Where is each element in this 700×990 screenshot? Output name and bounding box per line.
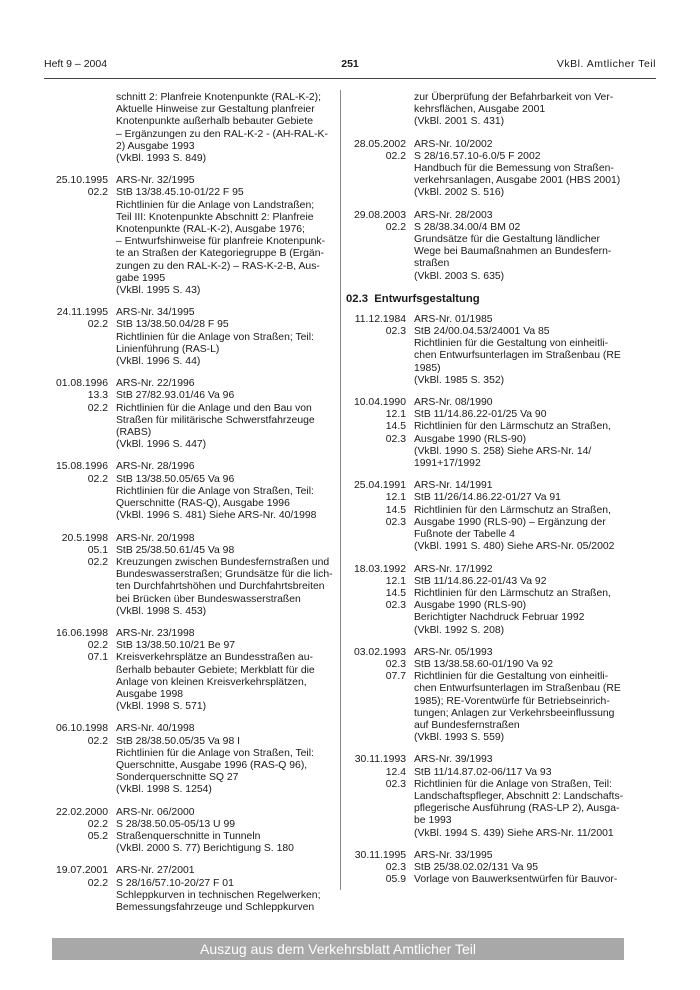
list-item <box>48 461 338 522</box>
list-item <box>48 175 338 297</box>
list-item <box>48 378 338 451</box>
list-item <box>346 564 630 637</box>
entry-text: ARS-Nr. 28/2003 S 28/38.34.00/4 BM 02 Grundsätze für die Gestaltung ländlicher Wege bei Baumaßnahmen an Bundesfern- straßen (VkBl. 2003 S. 635) <box>414 209 612 282</box>
entry-date-codes: 22.02.2000 02.2 05.2 <box>55 806 108 842</box>
section-title: 02.3 Entwurfsgestaltung <box>346 292 480 305</box>
entry-text: ARS-Nr. 01/1985 StB 24/00.04.53/24001 Va 85 Richtlinien für die Gestaltung von einheitli- chen Entwurfsunterlagen im Straßenbau (RE 1985) (VkBl. 1985 S. 352) <box>414 313 621 386</box>
entry-date-codes: 24.11.1995 02.2 <box>56 307 108 331</box>
list-item <box>48 807 338 856</box>
list-item <box>48 92 338 165</box>
issue-label: Heft 9 – 2004 <box>44 58 108 70</box>
list-item <box>346 139 630 200</box>
entry-date-codes: 16.06.1998 02.2 07.1 <box>55 627 108 664</box>
entry-text: ARS-Nr. 23/1998 StB 13/38.50.10/21 Be 97 Kreisverkehrsplätze an Bundesstraßen au- ßerhalb bebauter Gebiete; Merkblatt für die Anlage von kleinen Kreisverkehrsplätzen, Ausgabe 1998 (VkBl. 1998 S. 571) <box>116 627 315 713</box>
entry-date-codes: 20.5.1998 05.1 02.2 <box>61 532 108 568</box>
entry-date-codes: 25.10.1995 02.2 <box>55 175 108 199</box>
entry-date-codes: 11.12.1984 02.3 <box>354 313 406 338</box>
entry-date-codes: 30.11.1995 02.3 05.9 <box>354 849 406 886</box>
entry-text: schnitt 2: Planfreie Knotenpunkte (RAL-K-2); Aktuelle Hinweise zur Gestaltung planfreier Knotenpunkte außerhalb bebauter Gebiete – Ergänzungen zu den RAL-K-2 - (AH-RAL-K- 2) Ausgabe 1993 (VkBl. 1993 S. 849) <box>116 92 328 165</box>
entry-text: ARS-Nr. 17/1992 StB 11/14.86.22-01/43 Va 92 Richtlinien für den Lärmschutz an Straßen, Ausgabe 1990 (RLS-90) Berichtigter Nachdruck Februar 1992 (VkBl. 1992 S. 208) <box>414 563 611 636</box>
entry-text: ARS-Nr. 14/1991 StB 11/26/14.86.22-01/27 Va 91 Richtlinien für den Lärmschutz an Straßen, Ausgabe 1990 (RLS-90) – Ergänzung der Fußnote der Tabelle 4 (VkBl. 1991 S. 480) Siehe ARS-Nr. 05/2002 <box>414 480 615 553</box>
entry-date-codes: 18.03.1992 12.1 14.5 02.3 <box>353 563 406 612</box>
entry-date-codes: 15.08.1996 02.2 <box>55 461 108 485</box>
list-item <box>346 480 630 553</box>
entry-text: ARS-Nr. 05/1993 StB 13/38.58.60-01/190 Va 92 Richtlinien für die Gestaltung von einheitli- chen Entwurfsunterlagen im Straßenbau (RE 1985); RE-Vorentwürfe für Betriebseinrich- tungen; Anlagen zur Verkehrsbeeinflussung auf Bundesfernstraßen (VkBl. 1993 S. 559) <box>414 646 621 744</box>
entry-text: ARS-Nr. 06/2000 S 28/38.50.05-05/13 U 99 Straßenquerschnitte in Tunneln (VkBl. 2000 S. 77) Berichtigung S. 180 <box>116 806 294 855</box>
footer-text: Auszug aus dem Verkehrsblatt Amtlicher Teil <box>200 941 476 957</box>
column-divider <box>340 90 341 890</box>
list-item <box>346 754 630 839</box>
entry-text: ARS-Nr. 08/1990 StB 11/14.86.22-01/25 Va 90 Richtlinien für den Lärmschutz an Straßen, Ausgabe 1990 (RLS-90) (VkBl. 1990 S. 258) Siehe ARS-Nr. 14/ 1991+17/1992 <box>414 397 611 470</box>
entry-date-codes: 10.04.1990 12.1 14.5 02.3 <box>353 397 406 445</box>
list-item <box>346 210 630 283</box>
entry-text: ARS-Nr. 10/2002 S 28/16.57.10-6.0/5 F 2002 Handbuch für die Bemessung von Straßen- verkehrsanlagen, Ausgabe 2001 (HBS 2001) (VkBl. 2002 S. 516) <box>414 138 621 199</box>
entry-date-codes: 25.04.1991 12.1 14.5 02.3 <box>353 480 406 528</box>
header-rule <box>44 78 656 79</box>
entry-text: ARS-Nr. 27/2001 S 28/16/57.10-20/27 F 01 Schleppkurven in technischen Regelwerken; Bemessungsfahrzeuge und Schleppkurven <box>116 865 321 913</box>
list-item <box>48 533 338 618</box>
entry-date-codes: 28.05.2002 02.2 <box>353 138 406 162</box>
list-item <box>346 92 630 129</box>
entry-text: ARS-Nr. 33/1995 StB 25/38.02.02/131 Va 95 Vorlage von Bauwerksentwürfen für Bauvor- <box>414 849 618 886</box>
right-column-entries-bottom <box>346 314 630 887</box>
entry-date-codes: 29.08.2003 02.2 <box>353 209 406 233</box>
entry-text: ARS-Nr. 20/1998 StB 25/38.50.61/45 Va 98 Kreuzungen zwischen Bundesfernstraßen und Bundeswasserstraßen; Grundsätze für die lich- ten Durchfahrtshöhen und Durchfahrtsbreiten bei Brücken über Bundeswasserstraßen (VkBl. 1998 S. 453) <box>116 532 333 617</box>
list-item <box>48 628 338 713</box>
entry-date-codes: 03.02.1993 02.3 07.7 <box>353 646 406 683</box>
left-column <box>48 92 338 924</box>
entry-text: ARS-Nr. 28/1996 StB 13/38.50.05/65 Va 96 Richtlinien für die Anlage von Straßen, Teil: Querschnitte (RAS-Q), Ausgabe 1996 (VkBl. 1996 S. 481) Siehe ARS-Nr. 40/1998 <box>116 461 317 522</box>
entry-text: ARS-Nr. 32/1995 StB 13/38.45.10-01/22 F 95 Richtlinien für die Anlage von Landstraßen; Teil III: Knotenpunkte Abschnitt 2: Planfreie Knotenpunkte (RAL-K-2), Ausgabe 1976; – Entwurfshinweise für planfreie Knotenpunk- te an Straßen der Kategoriegruppe B (Ergän- zungen zu den RAL-K-2) – RAS-K-2-B, Aus- gabe 1995 (VkBl. 1995 S. 43) <box>116 175 326 297</box>
entry-date-codes: 01.08.1996 13.3 02.2 <box>55 378 108 414</box>
entry-text: ARS-Nr. 22/1996 StB 27/82.93.01/46 Va 96 Richtlinien für die Anlage und den Bau von Straßen für militärische Schwerstfahrzeuge (RABS) (VkBl. 1996 S. 447) <box>116 378 315 451</box>
entry-text: zur Überprüfung der Befahrbarkeit von Ver- kehrsflächen, Ausgabe 2001 (VkBl. 2001 S. 431) <box>414 92 614 128</box>
entry-date-codes <box>346 92 406 129</box>
list-item <box>346 850 630 887</box>
entry-text: ARS-Nr. 34/1995 StB 13/38.50.04/28 F 95 Richtlinien für die Anlage von Straßen; Teil: Linienführung (RAS-L) (VkBl. 1996 S. 44) <box>116 307 314 368</box>
entry-date-codes: 30.11.1993 12.4 02.3 <box>354 754 406 790</box>
list-item <box>346 647 630 745</box>
list-item <box>48 307 338 368</box>
page-number: 251 <box>341 58 359 70</box>
right-column <box>346 92 630 896</box>
footer-banner <box>52 938 624 960</box>
entry-date-codes: 06.10.1998 02.2 <box>55 723 108 747</box>
journal-label: VkBl. Amtlicher Teil <box>556 58 656 70</box>
page-header <box>44 58 656 74</box>
entry-text: ARS-Nr. 39/1993 StB 11/14.87.02-06/117 Va 93 Richtlinien für die Anlage von Straßen, Teil: Landschaftspfleger, Abschnitt 2: Landschafts- pflegerische Ausführung (RAS-LP 2), Ausga- be 1993 (VkBl. 1994 S. 439) Siehe ARS-Nr. 11/2001 <box>414 754 624 839</box>
right-column-entries-top <box>346 92 630 283</box>
entry-date-codes: 19.07.2001 02.2 <box>55 865 108 889</box>
list-item <box>48 865 338 914</box>
list-item <box>48 723 338 796</box>
entry-text: ARS-Nr. 40/1998 StB 28/38.50.05/35 Va 98 I Richtlinien für die Anlage von Straßen, Teil: Querschnitte, Ausgabe 1996 (RAS-Q 96), Sonderquerschnitte SQ 27 (VkBl. 1998 S. 1254) <box>116 723 314 796</box>
list-item <box>346 397 630 470</box>
entry-date-codes <box>48 92 108 165</box>
list-item <box>346 314 630 387</box>
